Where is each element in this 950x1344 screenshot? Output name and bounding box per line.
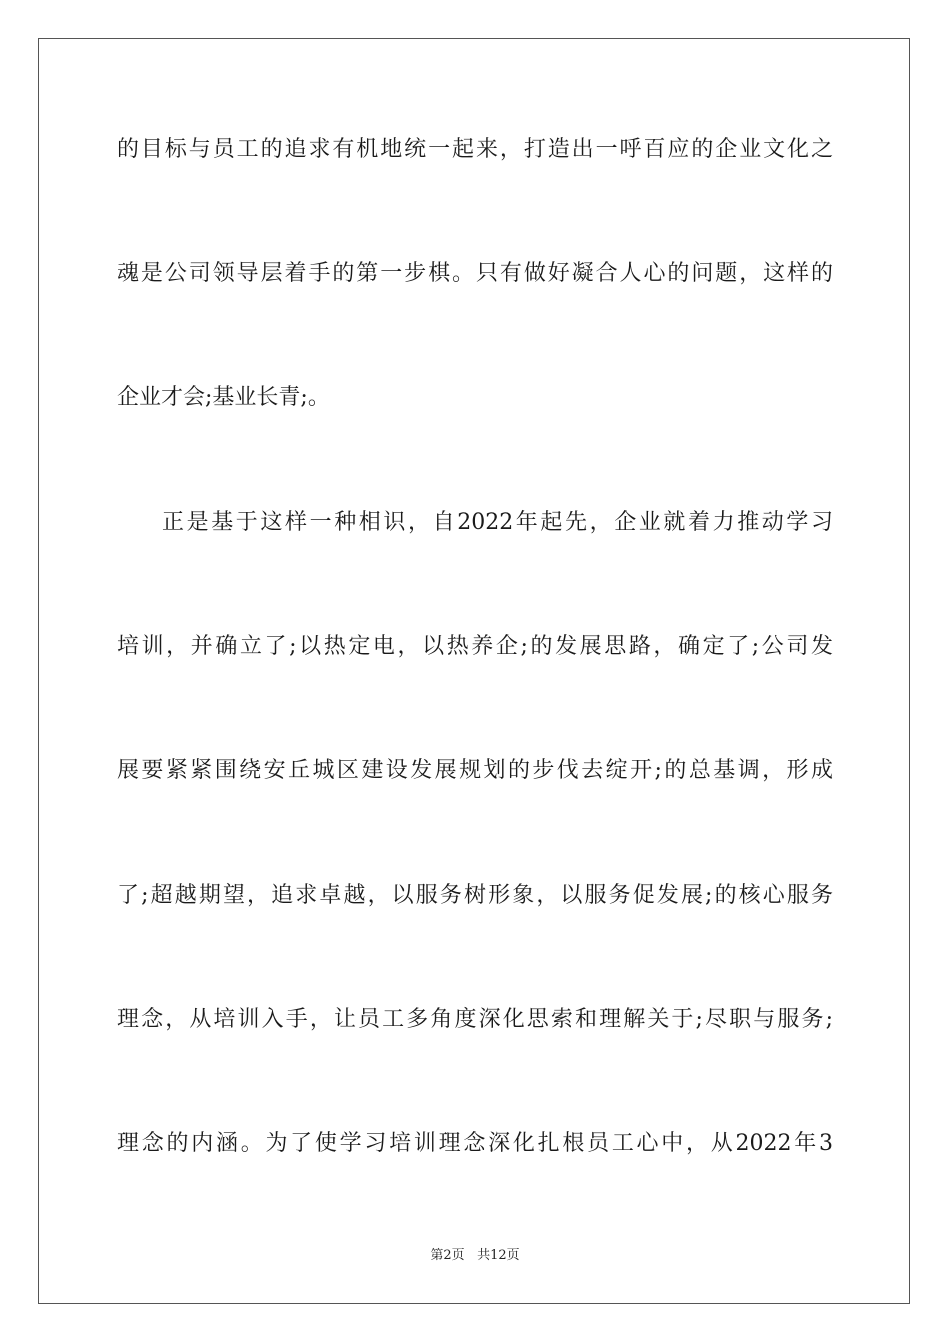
text-line-8: 理念，从培训入手，让员工多角度深化思索和理解关于;尽职与服务; [117, 1007, 833, 1032]
text-line-9: 理念的内涵。为了使学习培训理念深化扎根员工心中，从2022年3 [117, 1131, 833, 1156]
page-total: 共12页 [477, 1248, 520, 1263]
text-line-1: 的目标与员工的追求有机地统一起来，打造出一呼百应的企业文化之 [117, 137, 833, 162]
text-line-2: 魂是公司领导层着手的第一步棋。只有做好凝合人心的问题，这样的 [117, 261, 833, 286]
page-number: 第2页 [430, 1248, 465, 1263]
text-line-4: 正是基于这样一种相识，自2022年起先，企业就着力推动学习 [162, 510, 833, 535]
text-line-7: 了;超越期望，追求卓越，以服务树形象，以服务促发展;的核心服务 [117, 883, 833, 908]
page-border [38, 38, 910, 1304]
text-line-3: 企业才会;基业长青;。 [117, 385, 330, 410]
text-line-5: 培训，并确立了;以热定电，以热养企;的发展思路，确定了;公司发 [117, 634, 833, 659]
page-footer [0, 1247, 950, 1265]
text-line-6: 展要紧紧围绕安丘城区建设发展规划的步伐去绽开;的总基调，形成 [117, 758, 833, 783]
